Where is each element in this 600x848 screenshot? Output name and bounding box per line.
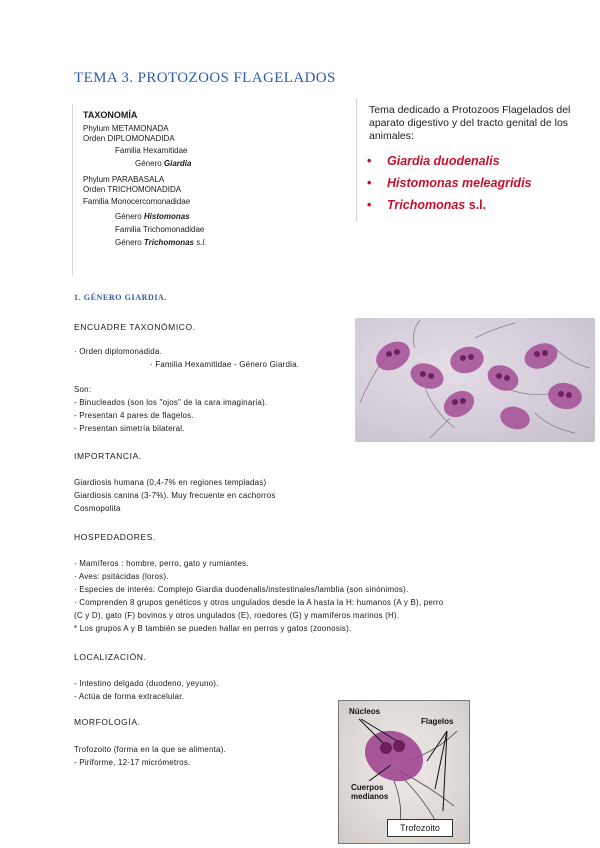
taxonomy-line-genus-trichomonas: Género Trichomonas s.l. bbox=[115, 238, 207, 247]
page-title: TEMA 3. PROTOZOOS FLAGELADOS bbox=[74, 70, 336, 86]
taxonomy-line: Phylum METAMONADA bbox=[83, 124, 169, 133]
subheading-morfologia: MORFOLOGÍA. bbox=[74, 717, 141, 727]
body-line: · Orden diplomonadida. bbox=[74, 347, 163, 356]
section-heading: 1. GÉNERO GIARDIA. bbox=[74, 293, 168, 302]
taxonomy-line: Phylum PARABASALA bbox=[83, 175, 165, 184]
subheading-localizacion: LOCALIZACIÓN. bbox=[74, 652, 147, 662]
taxonomy-line: Familia Trichomonadidae bbox=[115, 225, 205, 234]
body-line: · Aves: psitácidas (loros). bbox=[74, 572, 169, 581]
subheading-importancia: IMPORTANCIA. bbox=[74, 451, 142, 461]
label-medianos: medianos bbox=[351, 792, 389, 801]
body-line: · Especies de interés: Complejo Giardia duodenalis/instestinales/lamblia (son sinónimos). bbox=[74, 585, 409, 594]
topic-list bbox=[367, 150, 532, 216]
taxonomy-line: Orden TRICHOMONADIDA bbox=[83, 185, 182, 194]
topic-note bbox=[356, 98, 597, 222]
topic-list-item: • Giardia duodenalis bbox=[367, 154, 500, 168]
label-flagelos: Flagelos bbox=[421, 717, 454, 726]
body-line: Trofozoito (forma en la que se alimenta). bbox=[74, 745, 226, 754]
body-line: (C y D), gato (F) bovinos y otros ungulados (E), roedores (G) y mamíferos marinos (H). bbox=[74, 611, 400, 620]
body-line: · Comprenden 8 grupos genéticos y otros ungulados desde la A hasta la H: humanos (A y B), perro bbox=[74, 598, 444, 607]
body-line: · Familia Hexamitidae - Género Giardia. bbox=[150, 360, 300, 369]
taxonomy-line: Familia Hexamitidae bbox=[115, 146, 188, 155]
body-line: Cosmopolita bbox=[74, 504, 121, 513]
topic-note-intro: Tema dedicado a Protozoos Flagelados del aparato digestivo y del tracto genital de los animales: bbox=[369, 104, 571, 142]
taxonomy-line: Orden DIPLOMONADIDA bbox=[83, 134, 175, 143]
body-line: Giardiosis humana (0,4-7% en regiones templadas) bbox=[74, 478, 267, 487]
body-line: - Piriforme, 12-17 micrómetros. bbox=[74, 758, 191, 767]
taxonomy-line: Familia Monocercomonadidae bbox=[83, 197, 191, 206]
giardia-micrograph bbox=[355, 318, 595, 442]
subheading-hospedadores: HOSPEDADORES. bbox=[74, 532, 156, 542]
body-line: - Presentan simetría bilateral. bbox=[74, 424, 185, 433]
body-line: · Mamíferos : hombre, perro, gato y rumiantes. bbox=[74, 559, 249, 568]
topic-list-item: • Trichomonas s.l. bbox=[367, 198, 487, 212]
body-line: Giardiosis canina (3-7%). Muy frecuente en cachorros bbox=[74, 491, 276, 500]
taxonomy-line-genus-histomonas: Género Histomonas bbox=[115, 212, 190, 221]
body-line: * Los grupos A y B también se pueden hallar en perros y gatos (zoonosis). bbox=[74, 624, 352, 633]
subheading-encuadre: ENCUADRE TAXONÓMICO. bbox=[74, 322, 196, 332]
body-line: - Binucleados (son los "ojos" de la cara imaginaria). bbox=[74, 398, 268, 407]
body-line: - Presentan 4 pares de flagelos. bbox=[74, 411, 194, 420]
taxonomy-heading: TAXONOMÍA bbox=[83, 110, 138, 120]
taxonomy-line-genus-giardia: Género Giardia bbox=[135, 159, 192, 168]
figure-caption: Trofozoito bbox=[387, 819, 453, 837]
topic-list-item: • Histomonas meleagridis bbox=[367, 176, 532, 190]
trophozoite-figure bbox=[338, 700, 470, 844]
body-line: - Intestino delgado (duodeno, yeyuno). bbox=[74, 679, 219, 688]
label-cuerpos: Cuerpos bbox=[351, 783, 384, 792]
label-nucleos: Núcleos bbox=[349, 707, 381, 716]
body-line: Son: bbox=[74, 385, 92, 394]
body-line: - Actúa de forma extracelular. bbox=[74, 692, 185, 701]
taxonomy-block bbox=[72, 104, 263, 276]
giardia-cells-drawing bbox=[355, 318, 595, 442]
